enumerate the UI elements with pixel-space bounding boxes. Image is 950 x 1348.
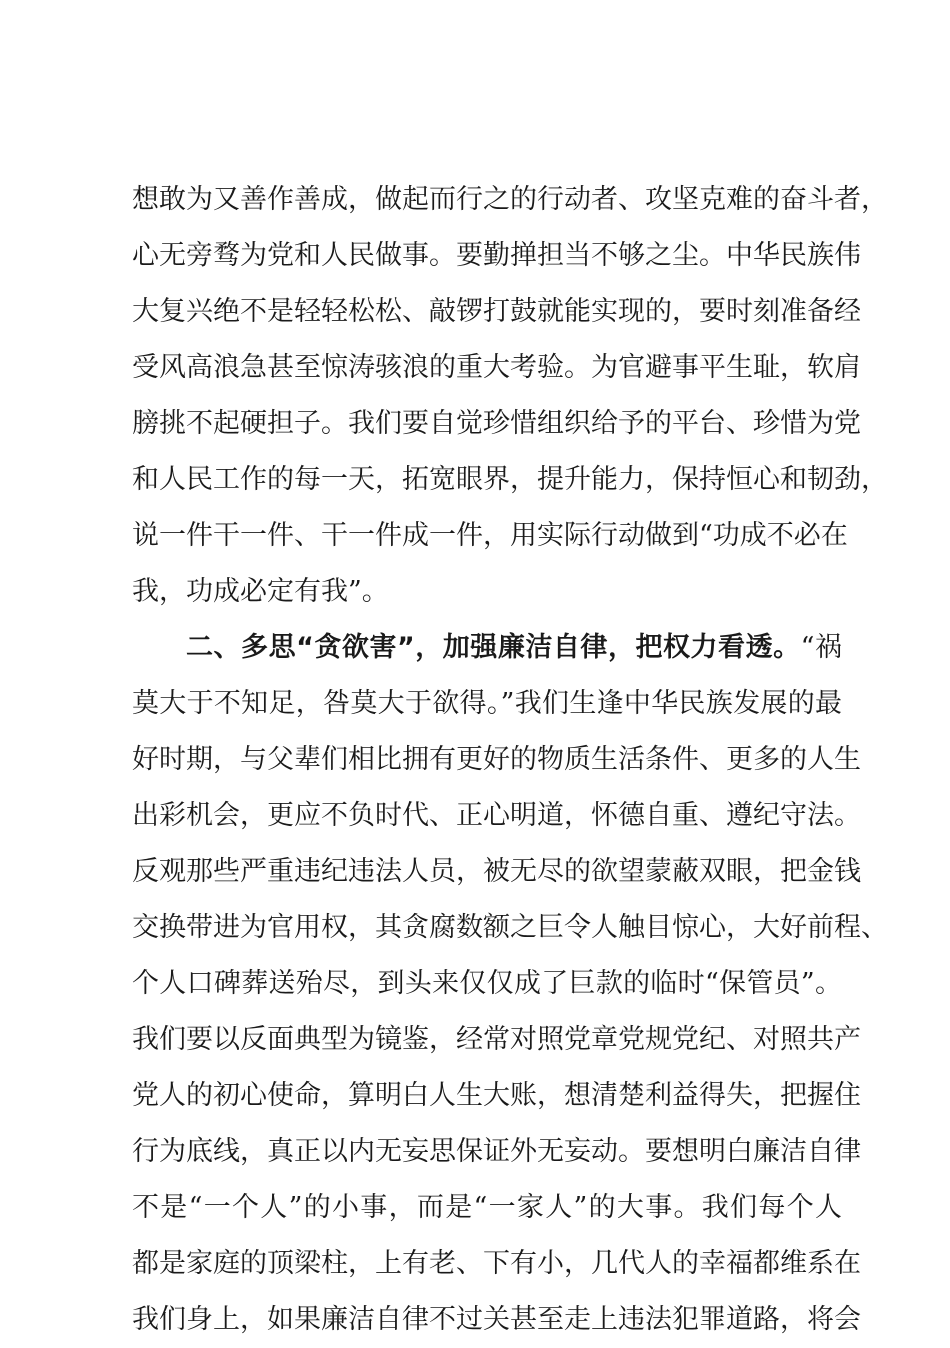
- paragraph-line: 想敢为又善作善成，做起而行之的行动者、攻坚克难的奋斗者，: [132, 184, 888, 215]
- paragraph-line: 行为底线，真正以内无妄思保证外无妄动。要想明白廉洁自律: [132, 1136, 861, 1167]
- paragraph-line: 莫大于不知足，咎莫大于欲得。”我们生逢中华民族发展的最: [132, 688, 842, 719]
- paragraph-line: 膀挑不起硬担子。我们要自觉珍惜组织给予的平台、珍惜为党: [132, 408, 861, 439]
- paragraph-line: 和人民工作的每一天，拓宽眼界，提升能力，保持恒心和韧劲，: [132, 464, 888, 495]
- paragraph-line: 我们身上，如果廉洁自律不过关甚至走上违法犯罪道路，将会: [132, 1304, 861, 1335]
- section-heading-line: [132, 620, 842, 676]
- body-text: [132, 172, 888, 1348]
- paragraph-line: 大复兴绝不是轻轻松松、敲锣打鼓就能实现的，要时刻准备经: [132, 296, 861, 327]
- paragraph-line: 说一件干一件、干一件成一件，用实际行动做到“功成不必在: [132, 520, 848, 551]
- heading-line-rest: “祸: [800, 632, 842, 663]
- paragraph-line: 出彩机会，更应不负时代、正心明道，怀德自重、遵纪守法。: [132, 800, 861, 831]
- paragraph-line: 我们要以反面典型为镜鉴，经常对照党章党规党纪、对照共产: [132, 1024, 861, 1055]
- paragraph-line: 交换带进为官用权，其贪腐数额之巨令人触目惊心，大好前程、: [132, 912, 888, 943]
- paragraph-line: 心无旁骛为党和人民做事。要勤掸担当不够之尘。中华民族伟: [132, 240, 861, 271]
- paragraph-line: 我，功成必定有我”。: [132, 576, 389, 607]
- paragraph-line: 反观那些严重违纪违法人员，被无尽的欲望蒙蔽双眼，把金钱: [132, 856, 861, 887]
- paragraph-line: 都是家庭的顶梁柱，上有老、下有小，几代人的幸福都维系在: [132, 1248, 861, 1279]
- paragraph-line: 党人的初心使命，算明白人生大账，想清楚利益得失，把握住: [132, 1080, 861, 1111]
- paragraph-line: 不是“一个人”的小事，而是“一家人”的大事。我们每个人: [132, 1192, 842, 1223]
- paragraph-line: 好时期，与父辈们相比拥有更好的物质生活条件、更多的人生: [132, 744, 861, 775]
- paragraph-line: 受风高浪急甚至惊涛骇浪的重大考验。为官避事平生耻，软肩: [132, 352, 861, 383]
- paragraph-line: 个人口碑葬送殆尽，到头来仅仅成了巨款的临时“保管员”。: [132, 968, 842, 999]
- section-heading: 二、多思“贪欲害”，加强廉洁自律，把权力看透。: [186, 632, 801, 663]
